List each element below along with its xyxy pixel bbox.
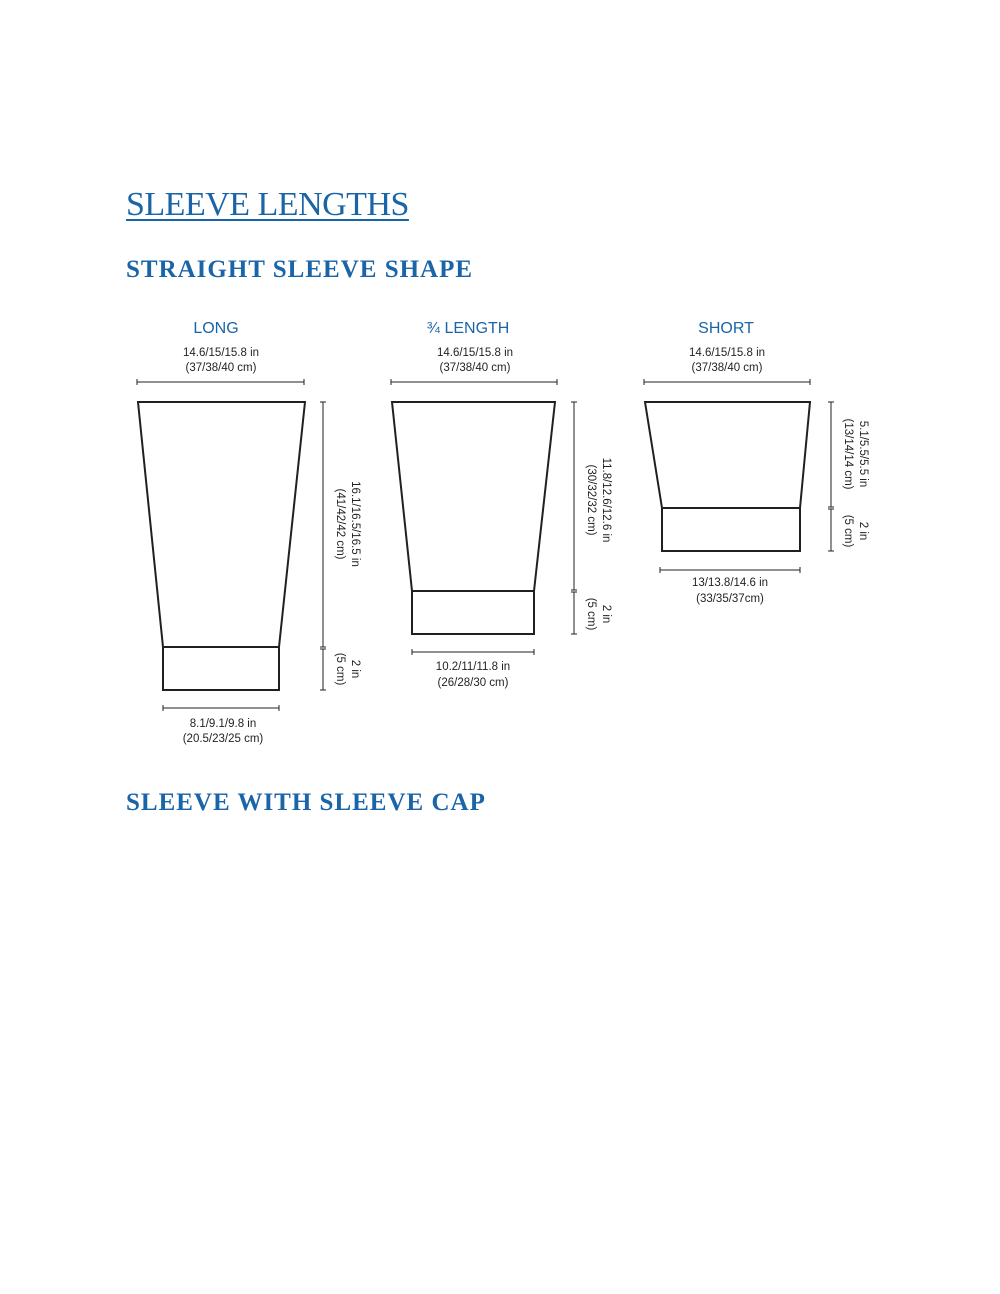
long-cuff-in: 2 in [349, 659, 361, 679]
three-quarter-length-cm: (30/32/32 cm) [585, 464, 597, 536]
long-sleeve-group [137, 320, 361, 745]
section-heading-straight-sleeve: STRAIGHT SLEEVE SHAPE [126, 256, 474, 283]
long-length-cm: (41/42/42 cm) [334, 488, 346, 560]
three-quarter-cuff-in: 2 in [600, 604, 612, 624]
three-quarter-cuff-cm: (5 cm) [585, 597, 597, 631]
section-heading-sleeve-cap: SLEEVE WITH SLEEVE CAP [126, 789, 486, 816]
long-sleeve-body [138, 402, 305, 647]
short-bottom-width-in: 13/13.8/14.6 in [691, 577, 769, 589]
three-quarter-sleeve-body [392, 402, 555, 591]
short-sleeve-cuff [662, 508, 800, 551]
short-length-in: 5.1/5.5/5.5 in [857, 420, 869, 488]
short-bottom-width-cm: (33/35/37cm) [696, 593, 764, 605]
long-top-width-in: 14.6/15/15.8 in [182, 347, 260, 359]
short-sleeve-title: SHORT [698, 320, 754, 337]
long-cuff-cm: (5 cm) [334, 652, 346, 686]
three-quarter-bottom-width-in: 10.2/11/11.8 in [435, 661, 511, 673]
three-quarter-sleeve-title: ¾ LENGTH [426, 320, 510, 337]
long-sleeve-title: LONG [193, 320, 239, 337]
page-title: SLEEVE LENGTHS [126, 186, 409, 223]
short-sleeve-group [644, 320, 869, 605]
three-quarter-sleeve-group [391, 320, 612, 689]
short-cuff-cm: (5 cm) [842, 514, 854, 548]
three-quarter-top-width-in: 14.6/15/15.8 in [436, 347, 514, 359]
long-bottom-width-in: 8.1/9.1/9.8 in [189, 718, 257, 730]
short-top-width-in: 14.6/15/15.8 in [688, 347, 766, 359]
long-top-width-cm: (37/38/40 cm) [185, 362, 257, 374]
three-quarter-bottom-width-cm: (26/28/30 cm) [437, 677, 509, 689]
three-quarter-sleeve-cuff [412, 591, 534, 634]
long-sleeve-cuff [163, 647, 279, 690]
three-quarter-length-in: 11.8/12.6/12.6 in [600, 457, 612, 543]
long-length-in: 16.1/16.5/16.5 in [349, 481, 361, 567]
three-quarter-top-width-cm: (37/38/40 cm) [439, 362, 511, 374]
short-length-cm: (13/14/14 cm) [842, 418, 854, 490]
long-bottom-width-cm: (20.5/23/25 cm) [182, 733, 264, 745]
short-sleeve-body [645, 402, 810, 508]
short-top-width-cm: (37/38/40 cm) [691, 362, 763, 374]
short-cuff-in: 2 in [857, 521, 869, 541]
